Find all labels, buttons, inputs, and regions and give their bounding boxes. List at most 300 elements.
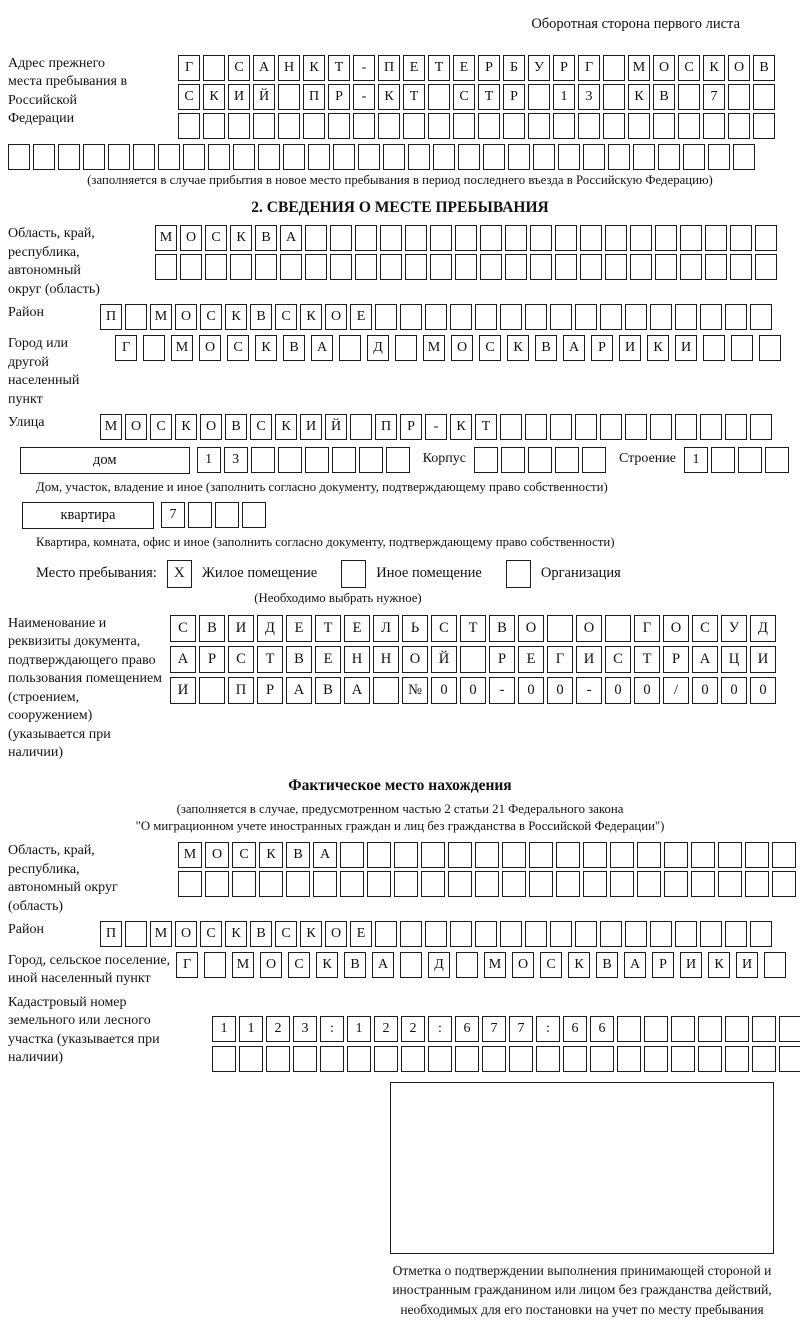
char-box <box>283 144 305 170</box>
char-box <box>730 254 752 280</box>
char-box <box>779 1046 800 1072</box>
char-box <box>750 304 772 330</box>
char-box <box>700 921 722 947</box>
char-box: : <box>428 1016 452 1042</box>
char-box <box>178 113 200 139</box>
char-box: 7 <box>161 502 185 528</box>
char-box: Т <box>315 615 341 642</box>
char-box <box>583 144 605 170</box>
char-box <box>474 447 498 473</box>
char-box <box>425 921 447 947</box>
char-box <box>691 842 715 868</box>
char-box <box>698 1046 722 1072</box>
char-box: Г <box>578 55 600 81</box>
char-box <box>725 921 747 947</box>
char-box: А <box>280 225 302 251</box>
char-box: О <box>663 615 689 642</box>
char-box <box>580 254 602 280</box>
char-box <box>536 1046 560 1072</box>
char-box <box>405 254 427 280</box>
char-box: Т <box>403 84 425 110</box>
char-box: А <box>170 646 196 673</box>
char-box <box>664 842 688 868</box>
char-box <box>547 615 573 642</box>
char-box: 1 <box>197 447 221 473</box>
char-box <box>125 304 147 330</box>
char-box <box>502 842 526 868</box>
char-box: Т <box>428 55 450 81</box>
char-box <box>558 144 580 170</box>
char-box <box>630 254 652 280</box>
char-row <box>212 1046 800 1072</box>
char-box: А <box>372 952 394 978</box>
char-box: 1 <box>347 1016 371 1042</box>
char-box <box>333 144 355 170</box>
actual-location-title: Фактическое место нахождения <box>288 776 512 794</box>
char-box <box>590 1046 614 1072</box>
char-box <box>188 502 212 528</box>
residence-option-org <box>496 560 621 588</box>
char-box <box>421 842 445 868</box>
field-prev-address <box>8 55 792 139</box>
char-box: М <box>150 304 172 330</box>
char-box <box>367 842 391 868</box>
char-box <box>83 144 105 170</box>
char-box: В <box>250 304 272 330</box>
char-box <box>480 254 502 280</box>
char-box: 1 <box>239 1016 263 1042</box>
char-box <box>698 1016 722 1042</box>
char-box <box>350 414 372 440</box>
char-box <box>355 225 377 251</box>
checkbox-inoe <box>341 560 366 588</box>
residence-option-zhiloe <box>157 560 317 588</box>
char-box <box>650 304 672 330</box>
char-box <box>628 113 650 139</box>
field-document <box>8 615 792 763</box>
char-box <box>730 225 752 251</box>
char-box: В <box>286 842 310 868</box>
field-region <box>8 225 792 299</box>
char-box: Д <box>428 952 450 978</box>
checkbox-org <box>506 560 531 588</box>
char-box: О <box>512 952 534 978</box>
char-box: 2 <box>374 1016 398 1042</box>
char-box <box>475 871 499 897</box>
char-box <box>718 871 742 897</box>
char-box <box>529 842 553 868</box>
char-box: - <box>576 677 602 704</box>
char-box <box>728 113 750 139</box>
region-label: Область, край, республика, автономный округ (область) <box>8 226 100 297</box>
char-box <box>555 254 577 280</box>
char-box: 1 <box>212 1016 236 1042</box>
char-box <box>453 113 475 139</box>
char-box <box>253 113 275 139</box>
char-row <box>178 113 778 139</box>
char-box: Д <box>367 335 389 361</box>
char-box <box>340 871 364 897</box>
char-box: М <box>232 952 254 978</box>
char-box <box>340 842 364 868</box>
char-box <box>680 225 702 251</box>
char-box <box>765 447 789 473</box>
char-row <box>100 304 775 330</box>
char-box: 0 <box>692 677 718 704</box>
char-box <box>330 254 352 280</box>
char-box <box>755 225 777 251</box>
char-box <box>678 113 700 139</box>
char-box: Ц <box>721 646 747 673</box>
residence-option-label: Организация <box>540 565 621 582</box>
char-box <box>603 84 625 110</box>
char-row <box>170 646 779 673</box>
char-box: Л <box>373 615 399 642</box>
char-box <box>347 1046 371 1072</box>
char-box <box>738 447 762 473</box>
char-box <box>578 113 600 139</box>
char-box <box>428 1046 452 1072</box>
char-box: С <box>250 414 272 440</box>
char-box <box>199 677 225 704</box>
char-box <box>475 304 497 330</box>
char-box <box>383 144 405 170</box>
char-box: Т <box>634 646 660 673</box>
char-box: О <box>325 304 347 330</box>
house-box: дом <box>20 447 190 474</box>
char-box: Е <box>344 615 370 642</box>
char-row <box>178 84 778 110</box>
section2-title: 2. СВЕДЕНИЯ О МЕСТЕ ПРЕБЫВАНИЯ <box>251 199 549 217</box>
char-row <box>197 447 413 473</box>
char-box: Н <box>373 646 399 673</box>
residence-option-label: Иное помещение <box>376 565 482 582</box>
char-box: А <box>624 952 646 978</box>
char-box <box>650 414 672 440</box>
document-rows <box>170 615 779 704</box>
char-box: Д <box>257 615 283 642</box>
char-box: К <box>300 921 322 947</box>
char-box <box>433 144 455 170</box>
char-box: И <box>750 646 776 673</box>
char-box: С <box>150 414 172 440</box>
char-box: К <box>300 304 322 330</box>
char-box: К <box>378 84 400 110</box>
city-label: Город или другой населенный пункт <box>8 336 80 407</box>
char-box <box>528 113 550 139</box>
korpus-label: Корпус <box>422 451 466 467</box>
char-box <box>286 871 310 897</box>
char-box <box>483 144 505 170</box>
char-box: А <box>344 677 370 704</box>
char-box: К <box>225 921 247 947</box>
char-box: П <box>378 55 400 81</box>
residence-option-label: Жилое помещение <box>201 565 318 582</box>
char-box: В <box>315 677 341 704</box>
char-box <box>772 871 796 897</box>
char-box <box>455 225 477 251</box>
header-note: Оборотная сторона первого листа <box>531 16 740 32</box>
char-box <box>703 113 725 139</box>
char-box: С <box>200 304 222 330</box>
char-box: 7 <box>482 1016 506 1042</box>
char-box <box>456 952 478 978</box>
char-box <box>230 254 252 280</box>
char-box <box>320 1046 344 1072</box>
char-box <box>671 1046 695 1072</box>
char-box <box>555 447 579 473</box>
char-box: К <box>703 55 725 81</box>
char-box: К <box>628 84 650 110</box>
char-box <box>655 225 677 251</box>
char-box: С <box>692 615 718 642</box>
char-row <box>155 254 780 280</box>
residence-type-label: Место пребывания: <box>36 565 157 582</box>
street-label: Улица <box>8 415 45 431</box>
char-box: Б <box>503 55 525 81</box>
char-box: У <box>721 615 747 642</box>
char-box <box>8 144 30 170</box>
char-box: 6 <box>590 1016 614 1042</box>
char-box: К <box>203 84 225 110</box>
stamp-caption: Отметка о подтверждении выполнения принимающей стороной и иностранным гражданином или лицом без гражданства действий, необходимых для его постановки на учет по месту пребывания <box>392 1262 772 1318</box>
char-box: О <box>175 304 197 330</box>
char-row <box>170 615 779 642</box>
char-box: № <box>402 677 428 704</box>
field-house <box>20 447 792 474</box>
char-box: М <box>628 55 650 81</box>
char-box: К <box>316 952 338 978</box>
char-box: М <box>155 225 177 251</box>
char-box <box>509 1046 533 1072</box>
char-box <box>550 921 572 947</box>
char-box <box>266 1046 290 1072</box>
char-box: О <box>260 952 282 978</box>
char-box <box>378 113 400 139</box>
actual-location-caption-1: (заполняется в случае, предусмотренном частью 2 статьи 21 Федерального закона <box>176 801 624 816</box>
char-box <box>703 335 725 361</box>
char-box <box>239 1046 263 1072</box>
char-box: Р <box>199 646 225 673</box>
char-box <box>671 1016 695 1042</box>
char-box: 0 <box>460 677 486 704</box>
char-box <box>305 447 329 473</box>
char-box <box>664 871 688 897</box>
char-box <box>125 921 147 947</box>
char-box <box>355 254 377 280</box>
char-box: С <box>205 225 227 251</box>
char-box: М <box>423 335 445 361</box>
char-box: Г <box>115 335 137 361</box>
prev-address-caption: (заполняется в случае прибытия в новое место пребывания в период последнего въезда в Российскую Федерацию) <box>87 173 713 187</box>
char-box: В <box>489 615 515 642</box>
char-box <box>637 871 661 897</box>
char-box: С <box>540 952 562 978</box>
field-city <box>8 335 792 409</box>
char-box <box>228 113 250 139</box>
char-box: М <box>150 921 172 947</box>
char-box <box>718 842 742 868</box>
cadastre-label: Кадастровый номер земельного или лесного участка (указывается при наличии) <box>8 994 160 1066</box>
char-box <box>430 254 452 280</box>
char-box: 7 <box>703 84 725 110</box>
char-box: В <box>250 921 272 947</box>
char-box: Р <box>591 335 613 361</box>
char-box: К <box>507 335 529 361</box>
district-label: Район <box>8 305 44 321</box>
char-box: Ь <box>402 615 428 642</box>
char-box <box>205 871 229 897</box>
char-box <box>583 842 607 868</box>
char-box <box>305 254 327 280</box>
char-box: Й <box>253 84 275 110</box>
char-row-full <box>8 144 792 170</box>
char-box <box>405 225 427 251</box>
residence-note: (Необходимо выбрать нужное) <box>254 590 422 605</box>
char-box: Й <box>431 646 457 673</box>
char-box <box>755 254 777 280</box>
char-row <box>100 921 775 947</box>
char-box <box>605 225 627 251</box>
char-box <box>750 414 772 440</box>
char-box <box>759 335 781 361</box>
char-box: Е <box>453 55 475 81</box>
char-box <box>575 304 597 330</box>
char-box: В <box>199 615 225 642</box>
char-box <box>608 144 630 170</box>
char-box <box>610 871 634 897</box>
char-box: С <box>479 335 501 361</box>
char-box <box>155 254 177 280</box>
char-box: 3 <box>224 447 248 473</box>
char-box: Н <box>344 646 370 673</box>
char-box: 1 <box>553 84 575 110</box>
char-box <box>143 335 165 361</box>
char-box: А <box>692 646 718 673</box>
char-box <box>233 144 255 170</box>
char-box <box>448 871 472 897</box>
actual-location-caption-2: "О миграционном учете иностранных граждан и лиц без гражданства в Российской Федерации") <box>135 818 665 833</box>
char-box <box>133 144 155 170</box>
char-box <box>394 871 418 897</box>
char-box: Д <box>750 615 776 642</box>
char-box <box>650 921 672 947</box>
char-box <box>600 414 622 440</box>
char-box: П <box>228 677 254 704</box>
field-district <box>8 304 792 330</box>
char-box: А <box>286 677 312 704</box>
char-box <box>625 304 647 330</box>
char-box: 6 <box>455 1016 479 1042</box>
char-box: 1 <box>684 447 708 473</box>
char-box <box>502 871 526 897</box>
char-box <box>750 921 772 947</box>
field-apartment <box>22 502 792 529</box>
char-box: О <box>576 615 602 642</box>
char-box <box>450 304 472 330</box>
char-box: Г <box>547 646 573 673</box>
char-box: Т <box>475 414 497 440</box>
char-box <box>745 842 769 868</box>
char-row <box>212 1016 800 1042</box>
cadastre-rows <box>212 1016 800 1072</box>
char-box: О <box>402 646 428 673</box>
char-box: Г <box>176 952 198 978</box>
char-row <box>178 55 778 81</box>
char-box <box>533 144 555 170</box>
char-box: К <box>708 952 730 978</box>
char-box <box>278 447 302 473</box>
char-box <box>550 414 572 440</box>
char-box: : <box>536 1016 560 1042</box>
char-box <box>255 254 277 280</box>
char-box <box>375 304 397 330</box>
char-box: О <box>199 335 221 361</box>
char-box: К <box>259 842 283 868</box>
char-box: Г <box>634 615 660 642</box>
char-box <box>455 254 477 280</box>
char-box: Й <box>325 414 347 440</box>
char-box: 7 <box>509 1016 533 1042</box>
stamp-area <box>390 1082 774 1254</box>
char-box <box>753 84 775 110</box>
char-box <box>530 225 552 251</box>
char-box <box>633 144 655 170</box>
char-box: С <box>453 84 475 110</box>
checkbox-zhiloe: X <box>167 560 192 588</box>
char-box <box>610 842 634 868</box>
char-box <box>258 144 280 170</box>
char-row <box>178 842 799 868</box>
char-box <box>448 842 472 868</box>
char-box: О <box>180 225 202 251</box>
char-box <box>555 225 577 251</box>
field-actual-region <box>8 842 792 916</box>
char-box <box>605 254 627 280</box>
char-box: К <box>303 55 325 81</box>
char-box <box>575 921 597 947</box>
field-cadastre <box>8 994 792 1072</box>
document-label: Наименование и реквизиты документа, подтверждающего право пользования помещением (строением, сооружением) (указывается при наличии) <box>8 615 163 761</box>
stamp-section <box>382 1082 782 1320</box>
char-box: Р <box>652 952 674 978</box>
char-box: О <box>653 55 675 81</box>
char-box: И <box>619 335 641 361</box>
char-box <box>375 921 397 947</box>
char-box <box>700 414 722 440</box>
char-box <box>403 113 425 139</box>
char-box <box>180 254 202 280</box>
char-box: И <box>576 646 602 673</box>
char-box <box>705 225 727 251</box>
char-box <box>212 1046 236 1072</box>
char-box: Е <box>315 646 341 673</box>
char-box: Г <box>178 55 200 81</box>
char-box: К <box>275 414 297 440</box>
char-box: О <box>325 921 347 947</box>
char-box <box>556 842 580 868</box>
char-box: И <box>228 84 250 110</box>
char-box <box>380 254 402 280</box>
char-box <box>501 447 525 473</box>
char-box <box>425 304 447 330</box>
char-box <box>251 447 275 473</box>
char-box <box>580 225 602 251</box>
char-box: Т <box>257 646 283 673</box>
char-box: С <box>431 615 457 642</box>
char-box <box>313 871 337 897</box>
char-box: П <box>375 414 397 440</box>
